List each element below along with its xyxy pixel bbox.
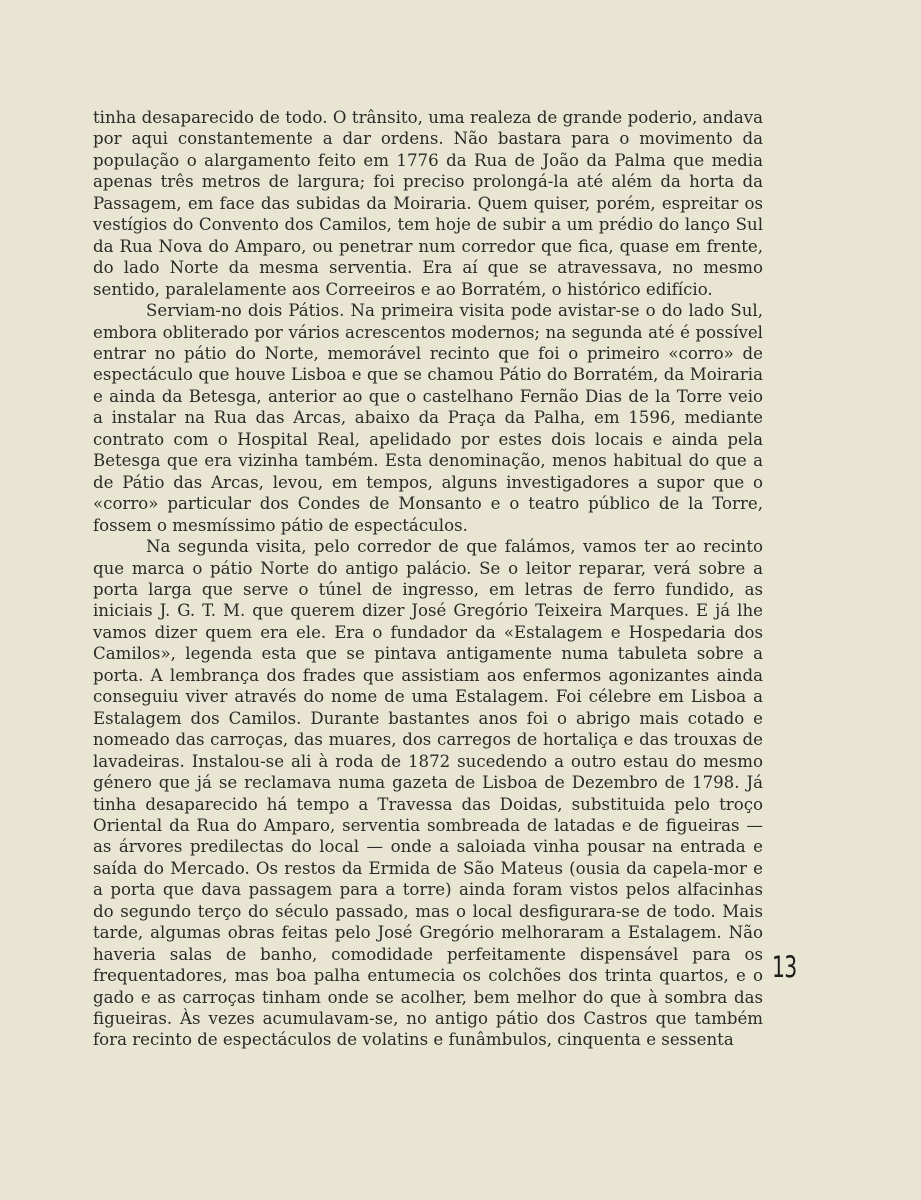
paragraph-1: tinha desaparecido de todo. O trânsito, uma realeza de grande poderio, andava por aqui constantemente a dar ordens. Não bastara para o movimento da população o alargamento feito em 1776 da Rua de João da Palma que media apenas três metros de largura; foi preciso prolongá-la até além da horta da Passagem, em face das subidas da Moiraria. Quem quiser, porém, espreitar os vestígios do Convento dos Camilos, tem hoje de subir a um prédio do lanço Sul da Rua Nova do Amparo, ou penetrar num corredor que fica, quase em frente, do lado Norte da mesma serventia. Era aí que se atravessava, no mesmo sentido, paralelamente aos Correeiros e ao Borratém, o histórico edifício. bbox=[93, 108, 763, 299]
paragraph-2: Serviam-no dois Pátios. Na primeira visita pode avistar-se o do lado Sul, embora obliterado por vários acrescentos modernos; na segunda até é possível entrar no pátio do Norte, memorável recinto que foi o primeiro «corro» de espectáculo que houve Lisboa e que se chamou Pátio do Borratém, da Moiraria e ainda da Betesga, anterior ao que o castelhano Fernão Dias de la Torre veio a instalar na Rua das Arcas, abaixo da Praça da Palha, em 1596, mediante contrato com o Hospital Real, apelidado por estes dois locais e ainda pela Betesga que era vizinha também. Esta denominação, menos habitual do que a de Pátio das Arcas, levou, em tempos, alguns investigadores a supor que o «corro» particular dos Condes de Monsanto e o teatro público de la Torre, fossem o mesmíssimo pátio de espectáculos. bbox=[93, 301, 763, 535]
body-text bbox=[93, 107, 763, 1051]
page-number: 13 bbox=[772, 950, 797, 984]
paragraph-3: Na segunda visita, pelo corredor de que falámos, vamos ter ao recinto que marca o pátio Norte do antigo palácio. Se o leitor reparar, verá sobre a porta larga que serve o túnel de ingresso, em letras de ferro fundido, as iniciais J. G. T. M. que querem dizer José Gregório Teixeira Marques. E já lhe vamos dizer quem era ele. Era o fundador da «Estalagem e Hospedaria dos Camilos», legenda esta que se pintava antigamente numa tabuleta sobre a porta. A lembrança dos frades que assistiam aos enfermos agonizantes ainda conseguiu viver através do nome de uma Estalagem. Foi célebre em Lisboa a Estalagem dos Camilos. Durante bastantes anos foi o abrigo mais cotado e nomeado das carroças, das muares, dos carregos de hortaliça e das trouxas de lavadeiras. Instalou-se ali à roda de 1872 sucedendo a outro estau do mesmo género que já se reclamava numa gazeta de Lisboa de Dezembro de 1798. Já tinha desaparecido há tempo a Travessa das Doidas, substituida pelo troço Oriental da Rua do Amparo, serventia sombreada de latadas e de figueiras — as árvores predilectas do local — onde a saloiada vinha pousar na entrada e saída do Mercado. Os restos da Ermida de São Mateus (ousia da capela-mor e a porta que dava passagem para a torre) ainda foram vistos pelos alfacinhas do segundo terço do século passado, mas o local desfigurara-se de todo. Mais tarde, algumas obras feitas pelo José Gregório melhoraram a Estalagem. Não haveria salas de banho, comodidade perfeitamente dispensável para os frequentadores, mas boa palha entumecia os colchões dos trinta quartos, e o gado e as carroças tinham onde se acolher, bem melhor do que à sombra das figueiras. Às vezes acumulavam-se, no antigo pátio dos Castros que também fora recinto de espectáculos de volatins e funâmbulos, cinquenta e sessenta bbox=[93, 537, 763, 1050]
